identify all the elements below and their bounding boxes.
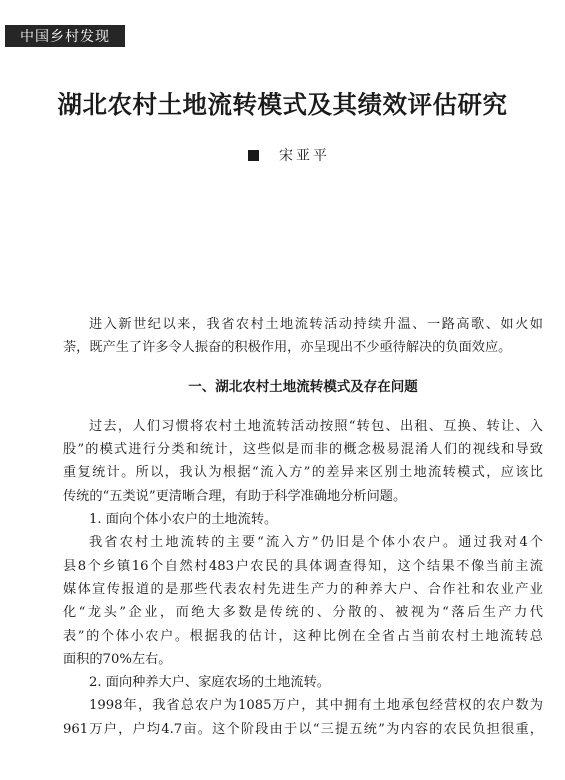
paragraph-line: 961万户，户均4.7亩。这个阶段由于以“三提五统”为内容的农民负担很重， — [63, 721, 543, 737]
section-tag: 中国乡村发现 — [5, 25, 125, 47]
paragraph-line: 重复统计。所以，我认为根据“流入方”的差异来区别土地流转模式，应该比 — [63, 465, 543, 481]
paragraph-line: 股”的模式进行分类和统计，这些似是而非的概念极易混淆人们的视线和导致 — [63, 442, 543, 458]
paragraph-line: 过去，人们习惯将农村土地流转活动按照“转包、出租、互换、转让、入 — [89, 418, 543, 434]
paragraph-line: 传统的“五类说”更清晰合理，有助于科学准确地分析问题。 — [63, 488, 407, 504]
article-body — [63, 313, 543, 741]
paragraph-line: 面积的70%左右。 — [63, 651, 172, 667]
section-heading: 一、湖北农村土地流转模式及存在问题 — [188, 378, 418, 395]
paragraph-line: 进入新世纪以来，我省农村土地流转活动持续升温、一路高歌、如火如 — [89, 317, 543, 332]
subsection-heading: 1. 面向个体小农户的土地流转。 — [89, 512, 278, 528]
paragraph-line: 县8个乡镇16个自然村483户农民的具体调查得知，这个结果不像当前主流 — [63, 558, 543, 574]
article-title: 湖北农村土地流转模式及其绩效评估研究 — [57, 90, 508, 119]
paragraph-line: 媒体宣传报道的是那些代表农村先进生产力的种养大户、合作社和农业产业 — [63, 581, 543, 597]
paragraph-line: 我省农村土地流转的主要“流入方”仍旧是个体小农户。通过我对4个 — [89, 535, 543, 551]
paragraph-line: 表”的个体小农户。根据我的估计，这种比例在全省占当前农村土地流转总 — [63, 628, 543, 644]
author-name: 宋亚平 — [279, 148, 330, 164]
paragraph-line: 化“龙头”企业，而绝大多数是传统的、分散的、被视为“落后生产力代 — [63, 605, 543, 621]
paragraph-line: 荼，既产生了许多令人振奋的积极作用，亦呈现出不少亟待解决的负面效应。 — [63, 340, 512, 356]
paragraph-line: 1998年，我省总农户为1085万户，其中拥有土地承包经营权的农户数为 — [89, 698, 543, 714]
subsection-heading: 2. 面向种养大户、家庭农场的土地流转。 — [89, 675, 330, 691]
author-line — [248, 145, 330, 165]
square-bullet-icon — [248, 150, 259, 161]
